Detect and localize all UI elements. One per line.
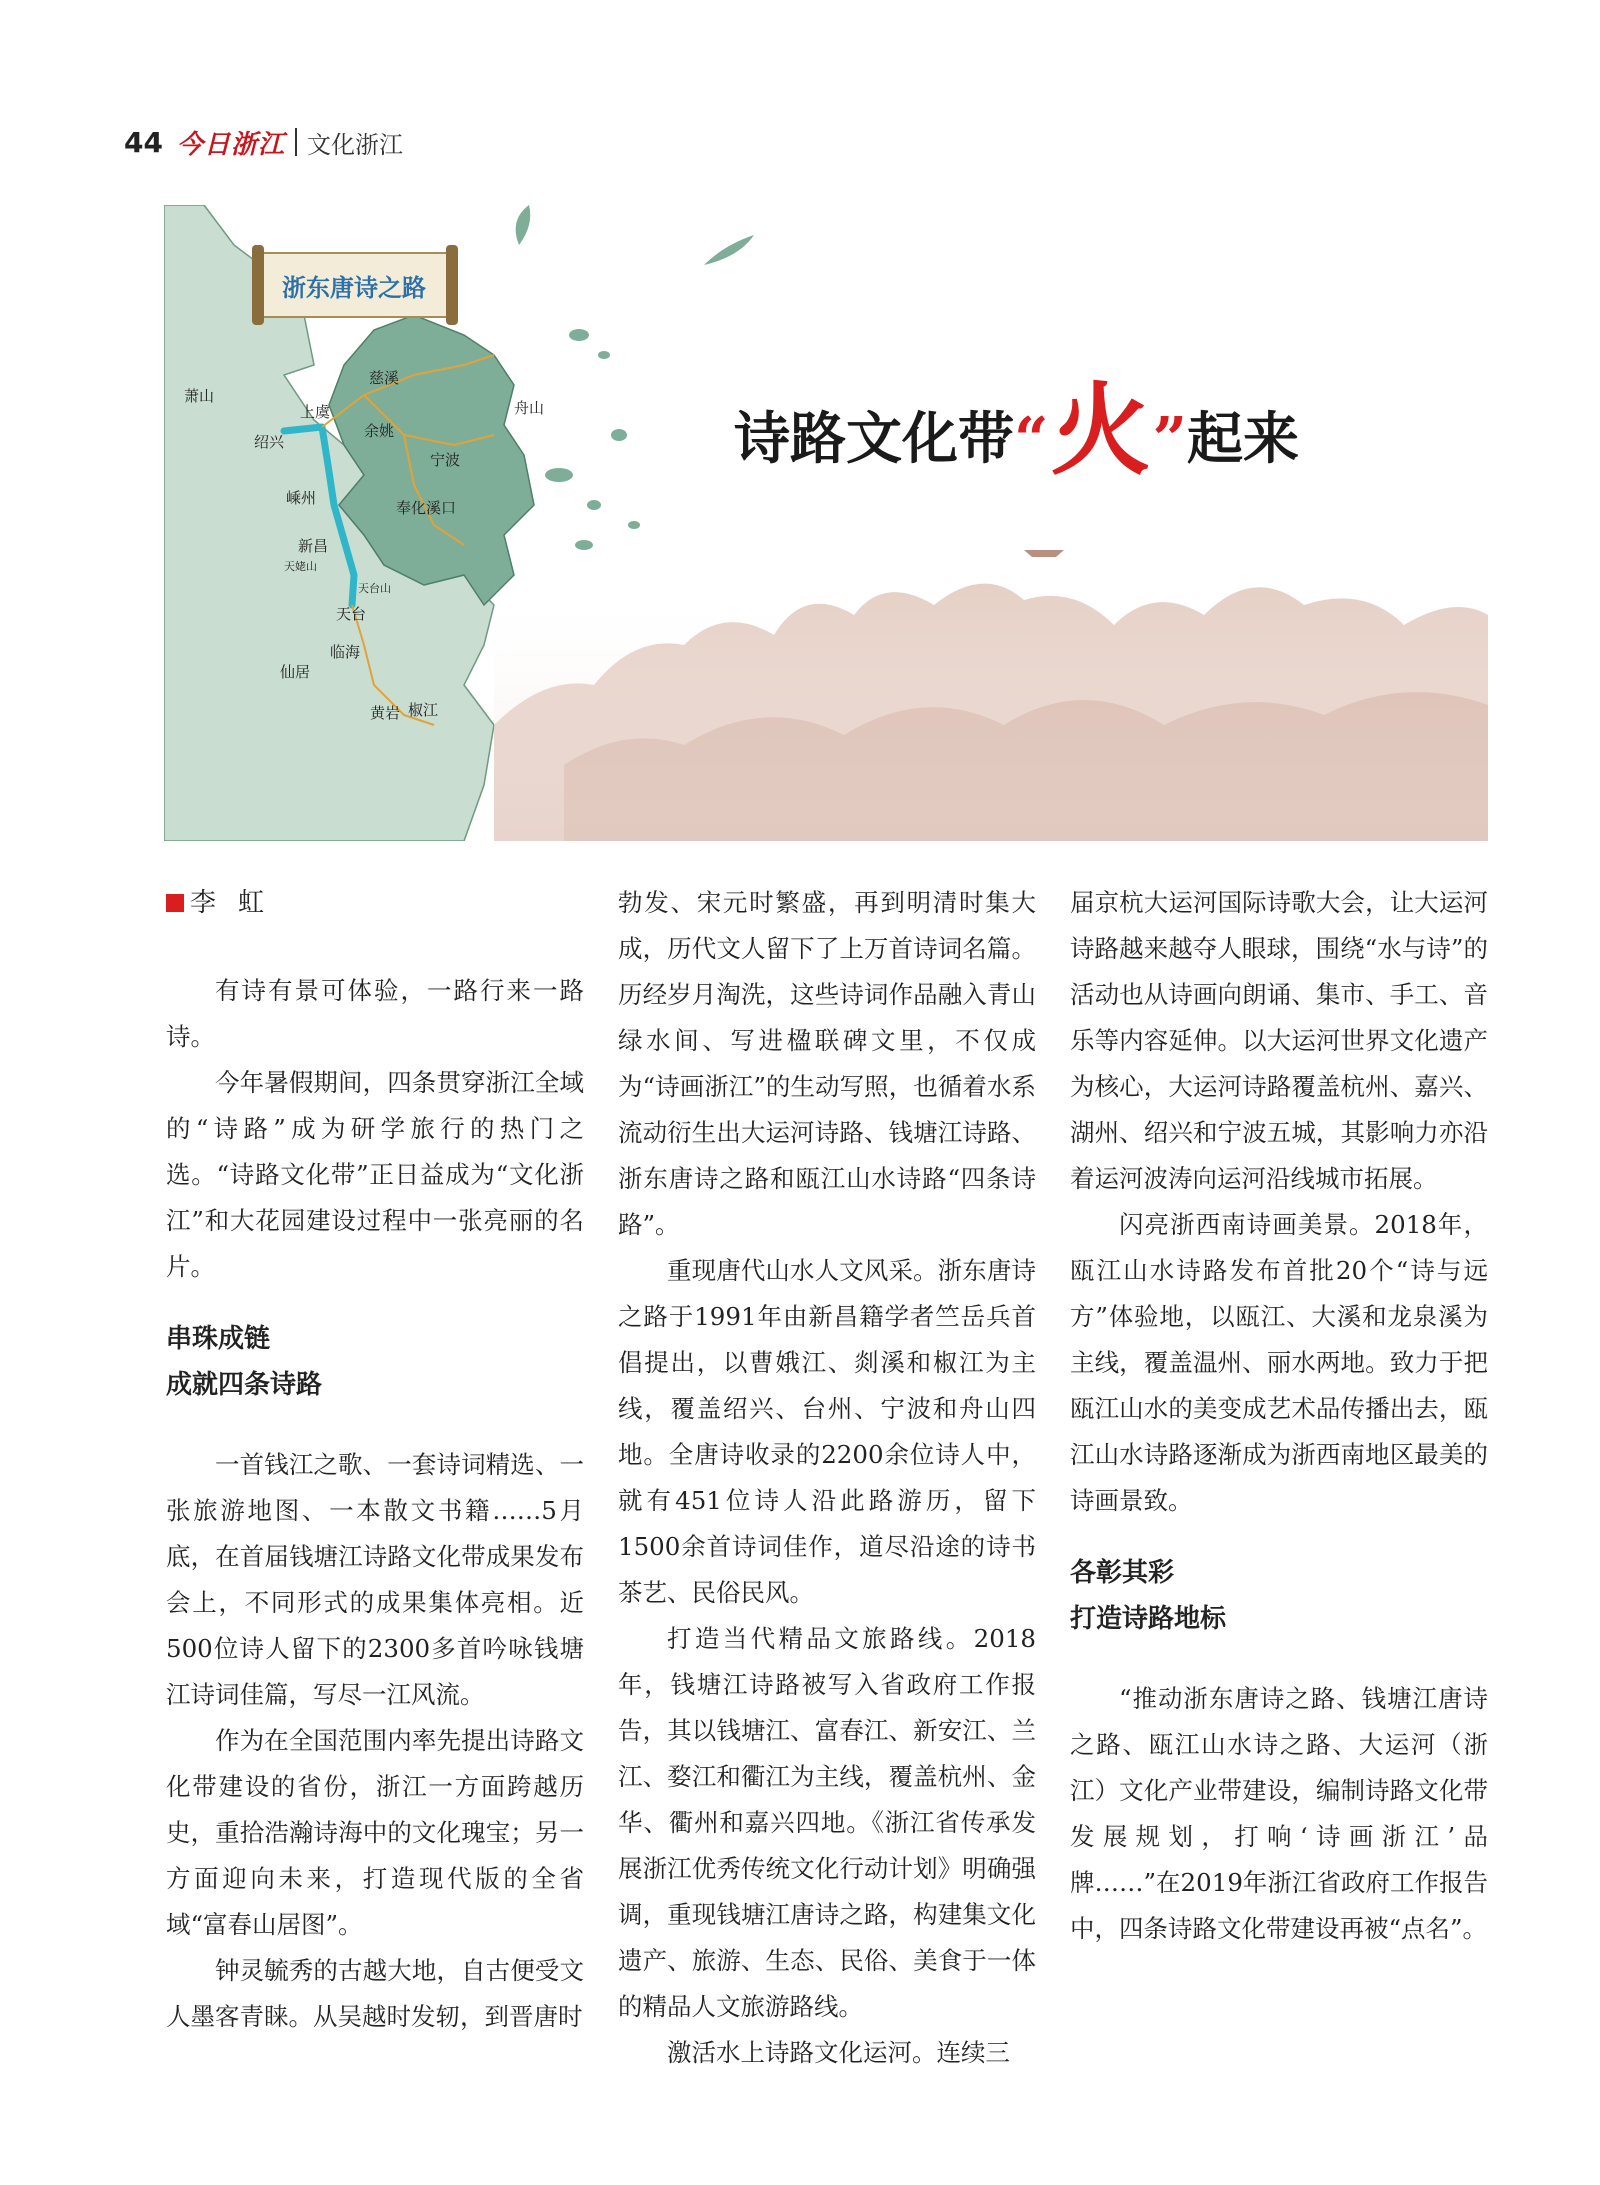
paragraph: 今年暑假期间，四条贯穿浙江全域的“诗路”成为研学旅行的热门之选。“诗路文化带”正日益成为“文化浙江”和大花园建设过程中一张亮丽的名片。 <box>166 1068 584 1281</box>
banner-illustration <box>164 205 1488 841</box>
subheading-line: 各彰其彩 <box>1070 1558 1175 1588</box>
headline-part1: 诗路文化带 <box>734 406 1014 472</box>
paragraph: 激活水上诗路文化运河。连续三 <box>667 2038 1010 2067</box>
article-column-3 <box>1070 880 1488 1952</box>
author-name: 李虹 <box>190 888 287 918</box>
paragraph: 一首钱江之歌、一套诗词精选、一张旅游地图、一本散文书籍……5月底，在首届钱塘江诗路文化带成果发布会上，不同形式的成果集体亮相。近500位诗人留下的2300多首吟咏钱塘江诗词佳篇，写尽一江风流。 <box>166 1450 584 1709</box>
map-label-tianlaoshan: 天姥山 <box>284 560 317 573</box>
article-column-1 <box>166 880 584 2040</box>
map-label-zhoushan: 舟山 <box>514 399 545 417</box>
paragraph: 打造当代精品文旅路线。2018年，钱塘江诗路被写入省政府工作报告，其以钱塘江、富春江、新安江、兰江、婺江和衢江为主线，覆盖杭州、金华、衢州和嘉兴四地。《浙江省传承发展浙江优秀传统文化行动计划》明确强调，重现钱塘江唐诗之路，构建集文化遗产、旅游、生态、民俗、美食于一体的精品人文旅游路线。 <box>618 1624 1036 2021</box>
headline-fire: 火 <box>1050 371 1151 489</box>
header-divider <box>295 128 297 156</box>
map-label-shengzhou: 嵊州 <box>286 489 317 507</box>
paragraph: 作为在全国范围内率先提出诗路文化带建设的省份，浙江一方面跨越历史，重拾浩瀚诗海中的文化瑰宝；另一方面迎向未来，打造现代版的全省域“富春山居图”。 <box>166 1726 584 1939</box>
map-label-xinchang: 新昌 <box>298 537 329 555</box>
map-label-fenghua: 奉化溪口 <box>396 499 457 517</box>
subheading-line: 串珠成链 <box>166 1324 271 1354</box>
paragraph: 钟灵毓秀的古越大地，自古便受文人墨客青睐。从吴越时发轫，到晋唐时 <box>166 1956 584 2031</box>
section-name: 文化浙江 <box>306 130 403 159</box>
page-header <box>124 122 403 162</box>
article-column-2 <box>618 880 1036 2076</box>
subheading-line: 成就四条诗路 <box>166 1370 323 1400</box>
subheading-1 <box>166 1316 584 1408</box>
paragraph: 有诗有景可体验，一路行来一路诗。 <box>166 976 584 1051</box>
map-label-yuyao: 余姚 <box>364 422 395 440</box>
map-label-shaoxing: 绍兴 <box>254 433 285 451</box>
byline-marker-icon <box>166 894 184 912</box>
byline <box>166 880 584 926</box>
map-label-xianju: 仙居 <box>280 663 311 681</box>
paragraph: 勃发、宋元时繁盛，再到明清时集大成，历代文人留下了上万首诗词名篇。历经岁月淘洗，这些诗词作品融入青山绿水间、写进楹联碑文里，不仅成为“诗画浙江”的生动写照，也循着水系流动衍生出大运河诗路、钱塘江诗路、浙东唐诗之路和瓯江山水诗路“四条诗路”。 <box>618 888 1036 1239</box>
map-label-tiantai: 天台 <box>336 605 367 623</box>
map-label-xiaoshan: 萧山 <box>184 387 215 405</box>
subheading-2 <box>1070 1550 1488 1642</box>
paragraph: 闪亮浙西南诗画美景。2018年，瓯江山水诗路发布首批20个“诗与远方”体验地，以瓯江、大溪和龙泉溪为主线，覆盖温州、丽水两地。致力于把瓯江山水的美变成艺术品传播出去，瓯江山水诗路逐渐成为浙西南地区最美的诗画景致。 <box>1070 1210 1488 1515</box>
map-label-shangyu: 上虞 <box>300 403 331 421</box>
headline-quote-open: “ <box>1014 405 1049 475</box>
map-label-huangyan: 黄岩 <box>370 704 401 722</box>
headline-part2: 起来 <box>1187 406 1300 472</box>
map-label-linhai: 临海 <box>330 643 361 661</box>
map-label-jiaojiang: 椒江 <box>408 701 439 719</box>
page-number: 44 <box>124 125 163 159</box>
subheading-line: 打造诗路地标 <box>1070 1604 1227 1634</box>
headline-quote-close: ” <box>1152 405 1188 475</box>
paragraph: “推动浙东唐诗之路、钱塘江唐诗之路、瓯江山水诗之路、大运河（浙江）文化产业带建设，编制诗路文化带发展规划，打响‘诗画浙江’品牌……”在2019年浙江省政府工作报告中，四条诗路文化带建设再被“点名”。 <box>1070 1684 1488 1943</box>
paragraph: 届京杭大运河国际诗歌大会，让大运河诗路越来越夺人眼球，围绕“水与诗”的活动也从诗画向朗诵、集市、手工、音乐等内容延伸。以大运河世界文化遗产为核心，大运河诗路覆盖杭州、嘉兴、湖州、绍兴和宁波五城，其影响力亦沿着运河波涛向运河沿线城市拓展。 <box>1070 888 1488 1193</box>
map-label-cixi: 慈溪 <box>369 369 400 387</box>
map-label-tiantaishan: 天台山 <box>358 582 391 595</box>
scroll-title: 浙东唐诗之路 <box>282 273 426 302</box>
paragraph: 重现唐代山水人文风采。浙东唐诗之路于1991年由新昌籍学者竺岳兵首倡提出，以曹娥江、剡溪和椒江为主线，覆盖绍兴、台州、宁波和舟山四地。全唐诗收录的2200余位诗人中，就有451位诗人沿此路游历，留下1500余首诗词佳作，道尽沿途的诗书茶艺、民俗民风。 <box>618 1256 1036 1607</box>
map-label-ningbo: 宁波 <box>430 451 461 469</box>
headline <box>734 371 1300 489</box>
magazine-logo: 今日浙江 <box>176 129 285 160</box>
